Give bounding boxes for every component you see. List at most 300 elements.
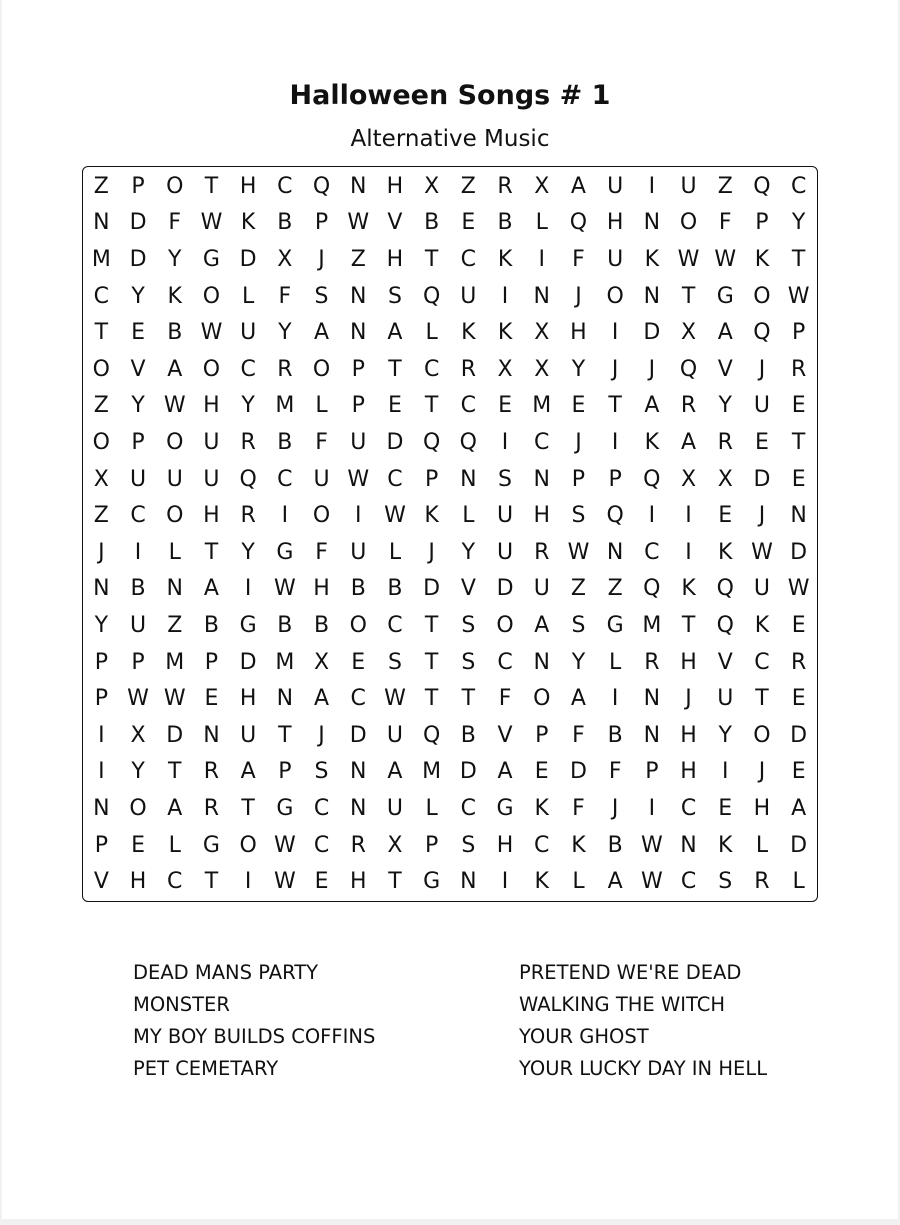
grid-letter[interactable]: T (608, 393, 622, 419)
grid-letter[interactable]: O (312, 356, 331, 382)
grid-letter[interactable]: N (350, 173, 367, 199)
grid-letter[interactable]: W (200, 210, 223, 236)
grid-letter[interactable]: K (497, 246, 513, 272)
grid-letter[interactable]: P (792, 320, 806, 346)
grid-letter[interactable]: N (350, 320, 367, 346)
grid-letter[interactable]: U (203, 429, 220, 455)
grid-letter[interactable]: P (425, 832, 439, 858)
grid-letter[interactable]: L (572, 869, 585, 895)
grid-letter[interactable]: B (387, 576, 403, 602)
grid-letter[interactable]: T (461, 686, 476, 712)
grid-letter[interactable]: N (790, 503, 807, 529)
grid-letter[interactable]: T (681, 283, 696, 309)
grid-letter[interactable]: A (167, 795, 183, 821)
grid-letter[interactable]: P (94, 649, 108, 675)
grid-letter[interactable]: B (350, 576, 366, 602)
grid-letter[interactable]: X (534, 320, 550, 346)
grid-letter[interactable]: I (244, 869, 252, 895)
grid-letter[interactable]: C (680, 869, 697, 895)
grid-letter[interactable]: F (168, 210, 182, 236)
grid-letter[interactable]: C (130, 503, 146, 529)
grid-letter[interactable]: R (754, 869, 770, 895)
grid-letter[interactable]: C (680, 795, 697, 821)
grid-letter[interactable]: W (640, 869, 663, 895)
grid-letter[interactable]: N (643, 722, 661, 748)
grid-letter[interactable]: P (571, 466, 586, 492)
grid-letter[interactable]: I (648, 503, 656, 529)
grid-letter[interactable]: I (611, 320, 619, 346)
grid-letter[interactable]: B (277, 612, 293, 638)
grid-letter[interactable]: L (535, 210, 548, 236)
grid-letter[interactable]: O (202, 356, 221, 382)
grid-letter[interactable]: B (497, 210, 513, 236)
grid-letter[interactable]: B (460, 722, 476, 748)
grid-letter[interactable]: Q (679, 356, 698, 382)
grid-letter[interactable]: F (718, 210, 732, 236)
grid-letter[interactable]: A (240, 759, 256, 785)
grid-letter[interactable]: J (648, 356, 656, 382)
grid-letter[interactable]: B (607, 722, 623, 748)
grid-letter[interactable]: U (129, 466, 147, 492)
grid-letter[interactable]: C (387, 466, 403, 492)
grid-letter[interactable]: F (572, 722, 585, 748)
grid-letter[interactable]: D (423, 576, 441, 602)
grid-letter[interactable]: W (347, 210, 370, 236)
grid-letter[interactable]: P (351, 393, 365, 419)
grid-letter[interactable]: S (314, 283, 329, 309)
grid-letter[interactable]: Z (570, 576, 586, 602)
grid-letter[interactable]: X (681, 320, 697, 346)
grid-letter[interactable]: J (758, 356, 766, 382)
grid-letter[interactable]: A (167, 356, 183, 382)
grid-letter[interactable]: N (643, 283, 661, 309)
grid-letter[interactable]: L (609, 649, 622, 675)
grid-letter[interactable]: G (276, 795, 294, 821)
grid-letter[interactable]: E (791, 393, 806, 419)
grid-letter[interactable]: G (716, 283, 734, 309)
grid-letter[interactable]: D (459, 759, 477, 785)
grid-letter[interactable]: Q (422, 722, 441, 748)
grid-letter[interactable]: O (679, 210, 698, 236)
grid-letter[interactable]: L (425, 795, 438, 821)
grid-letter[interactable]: T (388, 356, 402, 382)
grid-letter[interactable]: D (386, 429, 404, 455)
grid-letter[interactable]: G (202, 832, 220, 858)
grid-letter[interactable]: R (644, 649, 660, 675)
grid-letter[interactable]: O (533, 686, 551, 712)
grid-letter[interactable]: D (790, 832, 808, 858)
grid-letter[interactable]: N (643, 686, 661, 712)
grid-letter[interactable]: C (460, 246, 477, 272)
grid-letter[interactable]: E (534, 759, 549, 785)
grid-letter[interactable]: Z (607, 576, 623, 602)
grid-letter[interactable]: F (278, 283, 292, 309)
grid-letter[interactable]: F (572, 246, 585, 272)
grid-letter[interactable]: T (791, 429, 806, 455)
grid-letter[interactable]: E (131, 320, 145, 346)
grid-letter[interactable]: I (611, 429, 619, 455)
grid-letter[interactable]: O (92, 356, 110, 382)
grid-letter[interactable]: T (681, 612, 696, 638)
grid-letter[interactable]: U (460, 283, 477, 309)
grid-letter[interactable]: R (717, 429, 733, 455)
grid-letter[interactable]: W (787, 283, 810, 309)
grid-letter[interactable]: Y (718, 393, 732, 419)
grid-letter[interactable]: I (721, 759, 729, 785)
grid-letter[interactable]: E (754, 429, 769, 455)
grid-letter[interactable]: Y (94, 612, 109, 638)
grid-letter[interactable]: A (791, 795, 807, 821)
grid-letter[interactable]: W (347, 466, 370, 492)
grid-letter[interactable]: U (240, 320, 257, 346)
grid-letter[interactable]: R (497, 173, 513, 199)
grid-letter[interactable]: O (312, 503, 331, 529)
grid-letter[interactable]: N (680, 832, 697, 858)
grid-letter[interactable]: P (131, 649, 145, 675)
grid-letter[interactable]: T (168, 759, 182, 785)
grid-letter[interactable]: U (496, 503, 514, 529)
grid-letter[interactable]: W (273, 576, 296, 602)
grid-letter[interactable]: W (640, 832, 663, 858)
grid-letter[interactable]: U (680, 173, 697, 199)
grid-letter[interactable]: D (790, 539, 808, 565)
grid-letter[interactable]: R (240, 429, 256, 455)
grid-letter[interactable]: Y (718, 722, 732, 748)
grid-letter[interactable]: I (244, 576, 252, 602)
grid-letter[interactable]: Y (241, 539, 255, 565)
grid-letter[interactable]: A (314, 686, 330, 712)
grid-letter[interactable]: E (791, 466, 806, 492)
grid-letter[interactable]: E (131, 832, 145, 858)
grid-letter[interactable]: N (350, 283, 367, 309)
grid-letter[interactable]: J (758, 503, 766, 529)
grid-letter[interactable]: E (718, 503, 733, 529)
grid-letter[interactable]: S (461, 832, 476, 858)
grid-letter[interactable]: U (240, 722, 257, 748)
grid-letter[interactable]: R (203, 759, 220, 785)
grid-letter[interactable]: O (202, 283, 221, 309)
grid-letter[interactable]: N (643, 210, 661, 236)
grid-letter[interactable]: D (349, 722, 367, 748)
grid-letter[interactable]: S (571, 612, 586, 638)
grid-letter[interactable]: T (424, 649, 439, 675)
grid-letter[interactable]: T (424, 393, 439, 419)
grid-letter[interactable]: Y (131, 759, 145, 785)
grid-letter[interactable]: B (313, 612, 330, 638)
grid-letter[interactable]: C (167, 869, 183, 895)
grid-letter[interactable]: S (314, 759, 329, 785)
grid-letter[interactable]: A (570, 173, 586, 199)
grid-letter[interactable]: C (423, 356, 440, 382)
grid-letter[interactable]: O (129, 795, 147, 821)
grid-letter[interactable]: X (717, 466, 733, 492)
grid-letter[interactable]: A (387, 759, 403, 785)
grid-letter[interactable]: E (791, 686, 806, 712)
grid-letter[interactable]: U (350, 539, 367, 565)
grid-letter[interactable]: W (384, 686, 406, 712)
grid-letter[interactable]: X (314, 649, 330, 675)
grid-letter[interactable]: R (534, 539, 550, 565)
grid-letter[interactable]: F (572, 795, 585, 821)
grid-letter[interactable]: K (754, 246, 770, 272)
grid-letter[interactable]: A (644, 393, 660, 419)
grid-letter[interactable]: M (165, 649, 185, 675)
grid-letter[interactable]: A (570, 686, 586, 712)
grid-letter[interactable]: K (754, 612, 770, 638)
grid-letter[interactable]: B (203, 612, 219, 638)
grid-letter[interactable]: G (202, 246, 220, 272)
grid-letter[interactable]: P (314, 210, 329, 236)
grid-letter[interactable]: K (461, 320, 476, 346)
grid-letter[interactable]: Y (241, 393, 255, 419)
grid-letter[interactable]: D (753, 466, 771, 492)
grid-letter[interactable]: T (204, 539, 219, 565)
grid-letter[interactable]: P (608, 466, 622, 492)
grid-letter[interactable]: U (386, 722, 403, 748)
grid-letter[interactable]: O (496, 612, 514, 638)
grid-letter[interactable]: B (424, 210, 440, 236)
grid-letter[interactable]: Y (131, 393, 145, 419)
grid-letter[interactable]: O (753, 283, 771, 309)
grid-letter[interactable]: S (461, 649, 476, 675)
grid-letter[interactable]: D (129, 210, 147, 236)
grid-letter[interactable]: A (387, 320, 403, 346)
grid-letter[interactable]: Q (716, 612, 734, 638)
grid-letter[interactable]: I (281, 503, 289, 529)
grid-letter[interactable]: J (318, 722, 325, 748)
grid-letter[interactable]: Q (716, 576, 734, 602)
grid-letter[interactable]: P (351, 356, 365, 382)
grid-letter[interactable]: Q (312, 173, 331, 199)
grid-letter[interactable]: K (681, 576, 696, 602)
grid-letter[interactable]: K (424, 503, 439, 529)
grid-letter[interactable]: N (533, 283, 550, 309)
grid-letter[interactable]: O (753, 722, 771, 748)
grid-letter[interactable]: I (648, 795, 656, 821)
grid-letter[interactable]: K (534, 795, 549, 821)
grid-letter[interactable]: I (685, 539, 692, 565)
grid-letter[interactable]: D (166, 722, 184, 748)
grid-letter[interactable]: L (315, 393, 328, 419)
grid-letter[interactable]: S (498, 466, 513, 492)
grid-letter[interactable]: W (677, 246, 700, 272)
grid-letter[interactable]: Q (643, 576, 661, 602)
grid-letter[interactable]: U (386, 795, 403, 821)
grid-letter[interactable]: C (350, 686, 366, 712)
grid-letter[interactable]: G (496, 795, 514, 821)
grid-letter[interactable]: J (575, 429, 582, 455)
grid-letter[interactable]: P (131, 429, 145, 455)
grid-letter[interactable]: U (753, 393, 770, 419)
grid-letter[interactable]: D (643, 320, 661, 346)
grid-letter[interactable]: C (644, 539, 660, 565)
grid-letter[interactable]: L (462, 503, 475, 529)
grid-letter[interactable]: V (497, 722, 513, 748)
grid-letter[interactable]: K (644, 246, 660, 272)
grid-letter[interactable]: K (718, 539, 733, 565)
grid-letter[interactable]: S (718, 869, 733, 895)
grid-letter[interactable]: N (350, 795, 367, 821)
grid-letter[interactable]: J (611, 795, 619, 821)
grid-letter[interactable]: E (204, 686, 219, 712)
grid-letter[interactable]: V (717, 649, 733, 675)
grid-letter[interactable]: L (755, 832, 769, 858)
grid-letter[interactable]: B (277, 210, 293, 236)
grid-letter[interactable]: V (717, 356, 733, 382)
grid-letter[interactable]: C (754, 649, 770, 675)
grid-letter[interactable]: I (685, 503, 692, 529)
grid-letter[interactable]: E (314, 869, 329, 895)
grid-letter[interactable]: P (94, 686, 108, 712)
grid-letter[interactable]: H (533, 503, 551, 529)
grid-letter[interactable]: I (98, 722, 105, 748)
grid-letter[interactable]: Z (93, 393, 109, 419)
grid-letter[interactable]: A (497, 759, 513, 785)
grid-letter[interactable]: L (792, 869, 805, 895)
grid-letter[interactable]: D (239, 649, 257, 675)
grid-letter[interactable]: X (534, 356, 550, 382)
grid-letter[interactable]: K (240, 210, 256, 236)
grid-letter[interactable]: J (611, 356, 619, 382)
grid-letter[interactable]: M (532, 393, 552, 419)
grid-letter[interactable]: G (239, 612, 257, 638)
grid-letter[interactable]: X (130, 722, 146, 748)
grid-letter[interactable]: N (93, 576, 110, 602)
grid-letter[interactable]: M (275, 649, 295, 675)
grid-letter[interactable]: G (423, 869, 441, 895)
grid-letter[interactable]: W (273, 832, 296, 858)
grid-letter[interactable]: J (575, 283, 582, 309)
grid-letter[interactable]: S (571, 503, 586, 529)
grid-letter[interactable]: C (277, 466, 293, 492)
grid-letter[interactable]: G (606, 612, 624, 638)
grid-letter[interactable]: I (354, 503, 362, 529)
grid-letter[interactable]: P (645, 759, 659, 785)
grid-letter[interactable]: Z (717, 173, 733, 199)
grid-letter[interactable]: K (644, 429, 660, 455)
grid-letter[interactable]: T (791, 246, 806, 272)
grid-letter[interactable]: P (278, 759, 292, 785)
grid-letter[interactable]: V (93, 869, 109, 895)
grid-letter[interactable]: X (534, 173, 550, 199)
grid-letter[interactable]: X (424, 173, 440, 199)
grid-letter[interactable]: W (200, 320, 223, 346)
grid-letter[interactable]: W (567, 539, 590, 565)
grid-letter[interactable]: M (422, 759, 442, 785)
grid-letter[interactable]: Y (571, 649, 586, 675)
grid-letter[interactable]: W (714, 246, 737, 272)
grid-letter[interactable]: W (163, 393, 186, 419)
grid-letter[interactable]: V (460, 576, 476, 602)
grid-letter[interactable]: J (685, 686, 692, 712)
grid-letter[interactable]: O (166, 429, 184, 455)
grid-letter[interactable]: F (498, 686, 512, 712)
grid-letter[interactable]: M (275, 393, 295, 419)
grid-letter[interactable]: N (460, 466, 477, 492)
grid-letter[interactable]: H (313, 576, 330, 602)
grid-letter[interactable]: K (497, 320, 513, 346)
grid-letter[interactable]: C (460, 393, 477, 419)
grid-letter[interactable]: R (791, 356, 807, 382)
grid-letter[interactable]: T (424, 246, 439, 272)
grid-letter[interactable]: H (680, 759, 697, 785)
grid-letter[interactable]: Z (93, 503, 109, 529)
grid-letter[interactable]: E (571, 393, 586, 419)
grid-letter[interactable]: K (167, 283, 182, 309)
grid-letter[interactable]: R (277, 356, 293, 382)
grid-letter[interactable]: I (538, 246, 545, 272)
grid-letter[interactable]: Q (422, 283, 441, 309)
grid-letter[interactable]: M (642, 612, 662, 638)
grid-letter[interactable]: Y (278, 320, 292, 346)
grid-letter[interactable]: R (240, 503, 256, 529)
grid-letter[interactable]: I (648, 173, 656, 199)
grid-letter[interactable]: U (313, 466, 330, 492)
grid-letter[interactable]: N (93, 795, 110, 821)
grid-letter[interactable]: I (501, 283, 509, 309)
grid-letter[interactable]: H (570, 320, 587, 346)
grid-letter[interactable]: P (535, 722, 549, 748)
grid-letter[interactable]: D (129, 246, 147, 272)
grid-letter[interactable]: Q (239, 466, 257, 492)
grid-letter[interactable]: H (129, 869, 147, 895)
grid-letter[interactable]: T (755, 686, 769, 712)
grid-letter[interactable]: L (242, 283, 255, 309)
grid-letter[interactable]: N (533, 649, 550, 675)
grid-letter[interactable]: Q (753, 320, 771, 346)
grid-letter[interactable]: U (607, 173, 624, 199)
grid-letter[interactable]: E (718, 795, 733, 821)
grid-letter[interactable]: Z (350, 246, 366, 272)
grid-letter[interactable]: F (315, 539, 328, 565)
grid-letter[interactable]: N (460, 869, 477, 895)
grid-letter[interactable]: C (534, 832, 550, 858)
grid-letter[interactable]: U (717, 686, 734, 712)
grid-letter[interactable]: H (496, 832, 514, 858)
grid-letter[interactable]: T (204, 173, 219, 199)
grid-letter[interactable]: Y (131, 283, 145, 309)
grid-letter[interactable]: I (134, 539, 142, 565)
grid-letter[interactable]: Z (93, 173, 109, 199)
grid-letter[interactable]: X (277, 246, 293, 272)
grid-letter[interactable]: A (681, 429, 697, 455)
grid-letter[interactable]: N (606, 539, 624, 565)
grid-letter[interactable]: E (791, 759, 806, 785)
grid-letter[interactable]: M (91, 246, 111, 272)
grid-letter[interactable]: U (350, 429, 367, 455)
grid-letter[interactable]: A (607, 869, 623, 895)
grid-letter[interactable]: W (751, 539, 773, 565)
grid-letter[interactable]: U (166, 466, 183, 492)
grid-letter[interactable]: I (98, 759, 105, 785)
grid-letter[interactable]: C (313, 795, 330, 821)
grid-letter[interactable]: E (387, 393, 402, 419)
grid-letter[interactable]: D (790, 722, 808, 748)
grid-letter[interactable]: A (717, 320, 733, 346)
grid-letter[interactable]: I (501, 869, 509, 895)
grid-letter[interactable]: N (166, 576, 183, 602)
grid-letter[interactable]: S (387, 283, 402, 309)
grid-letter[interactable]: P (425, 466, 439, 492)
grid-letter[interactable]: U (533, 576, 550, 602)
grid-letter[interactable]: P (755, 210, 769, 236)
grid-letter[interactable]: Z (460, 173, 476, 199)
grid-letter[interactable]: W (127, 686, 149, 712)
grid-letter[interactable]: O (239, 832, 257, 858)
grid-letter[interactable]: A (203, 576, 219, 602)
grid-letter[interactable]: C (790, 173, 807, 199)
grid-letter[interactable]: T (424, 686, 439, 712)
